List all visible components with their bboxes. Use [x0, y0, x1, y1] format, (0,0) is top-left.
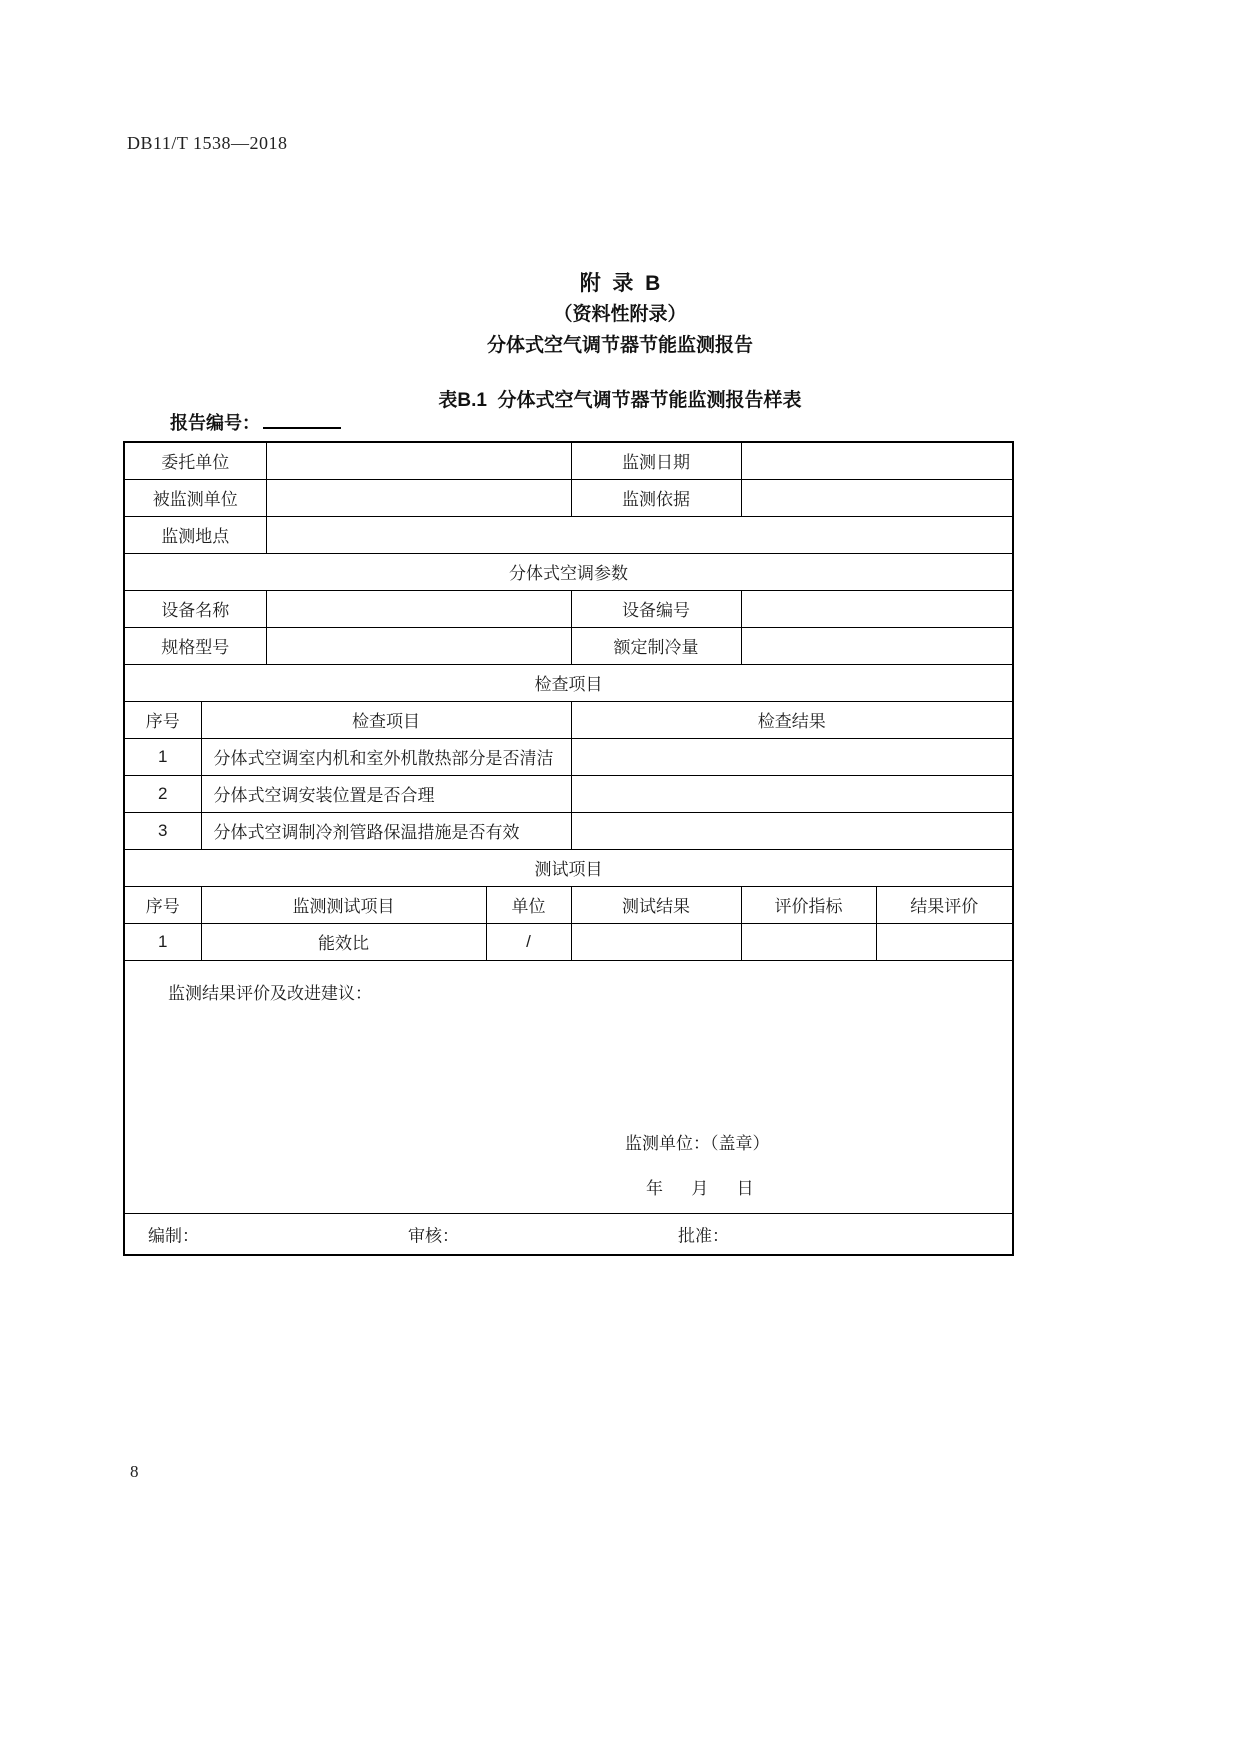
prepared-by-label: 编制：: [148, 1226, 199, 1245]
test-row-eval: [876, 923, 1013, 960]
conclusion-cell: [124, 960, 1013, 1213]
entrust-unit-label: 委托单位: [124, 442, 266, 479]
rated-cooling-label: 额定制冷量: [571, 627, 741, 664]
table-row: [124, 701, 1013, 738]
device-name-label: 设备名称: [124, 590, 266, 627]
table-row: [124, 738, 1013, 775]
appendix-title: 分体式空气调节器节能监测报告: [486, 335, 753, 356]
test-item-header: 监测测试项目: [201, 886, 486, 923]
check-section-header: 检查项目: [124, 664, 1013, 701]
table-row: [124, 960, 1013, 1213]
reviewed-by-label: 审核：: [408, 1226, 459, 1245]
table-row: [124, 479, 1013, 516]
check-seq-header: 序号: [124, 701, 201, 738]
check-row-no: 1: [124, 738, 201, 775]
check-row-result-cell: [571, 738, 1013, 775]
table-row: [124, 590, 1013, 627]
standard-number: DB11/T 1538—2018: [127, 133, 288, 153]
test-row-item: 能效比: [201, 923, 486, 960]
monitored-unit-label: 被监测单位: [124, 479, 266, 516]
check-row-no: 2: [124, 775, 201, 812]
table-row: [124, 849, 1013, 886]
appendix-heading: 附 录 B: [579, 272, 661, 295]
report-number-blank: [263, 412, 341, 429]
params-section-header: 分体式空调参数: [124, 553, 1013, 590]
spec-model-value-cell: [266, 627, 571, 664]
check-result-header: 检查结果: [571, 701, 1013, 738]
check-row-item: 分体式空调安装位置是否合理: [201, 775, 571, 812]
monitor-location-value-cell: [266, 516, 1013, 553]
check-row-item: 分体式空调室内机和室外机散热部分是否清洁: [201, 738, 571, 775]
page-number: 8: [130, 1462, 139, 1481]
test-seq-header: 序号: [124, 886, 201, 923]
table-row: [124, 627, 1013, 664]
table-row: [124, 664, 1013, 701]
table-row: [124, 886, 1013, 923]
monitor-date-label: 监测日期: [571, 442, 741, 479]
test-result-header: 测试结果: [571, 886, 741, 923]
test-row-no: 1: [124, 923, 201, 960]
date-line: 年 月 日: [646, 1178, 754, 1198]
device-no-label: 设备编号: [571, 590, 741, 627]
monitor-unit-seal-label: 监测单位：（盖章）: [625, 1133, 770, 1153]
test-row-unit: /: [486, 923, 571, 960]
result-eval-header: 结果评价: [876, 886, 1013, 923]
entrust-unit-value-cell: [266, 442, 571, 479]
test-unit-header: 单位: [486, 886, 571, 923]
test-row-index: [741, 923, 876, 960]
table-row: [124, 923, 1013, 960]
conclusion-label: 监测结果评价及改进建议：: [168, 983, 372, 1003]
device-no-value-cell: [741, 590, 1013, 627]
test-section-header: 测试项目: [124, 849, 1013, 886]
monitoring-report-table: [123, 441, 1014, 1256]
check-row-no: 3: [124, 812, 201, 849]
test-row-result: [571, 923, 741, 960]
monitored-unit-value-cell: [266, 479, 571, 516]
table-row: [124, 553, 1013, 590]
check-item-header: 检查项目: [201, 701, 571, 738]
table-caption: 表B.1 分体式空气调节器节能监测报告样表: [438, 390, 802, 411]
signature-row-cell: [124, 1213, 1013, 1255]
monitor-basis-label: 监测依据: [571, 479, 741, 516]
rated-cooling-value-cell: [741, 627, 1013, 664]
table-row: [124, 812, 1013, 849]
check-row-item: 分体式空调制冷剂管路保温措施是否有效: [201, 812, 571, 849]
report-number-label: 报告编号：: [170, 413, 260, 433]
eval-index-header: 评价指标: [741, 886, 876, 923]
monitor-location-label: 监测地点: [124, 516, 266, 553]
device-name-value-cell: [266, 590, 571, 627]
monitor-basis-value-cell: [741, 479, 1013, 516]
table-row: [124, 775, 1013, 812]
monitor-date-value-cell: [741, 442, 1013, 479]
check-row-result-cell: [571, 775, 1013, 812]
appendix-note: （资料性附录）: [553, 304, 687, 325]
table-row: [124, 442, 1013, 479]
spec-model-label: 规格型号: [124, 627, 266, 664]
approved-by-label: 批准：: [678, 1226, 729, 1245]
table-row: [124, 1213, 1013, 1255]
check-row-result-cell: [571, 812, 1013, 849]
table-row: [124, 516, 1013, 553]
report-number-line: [170, 409, 341, 435]
